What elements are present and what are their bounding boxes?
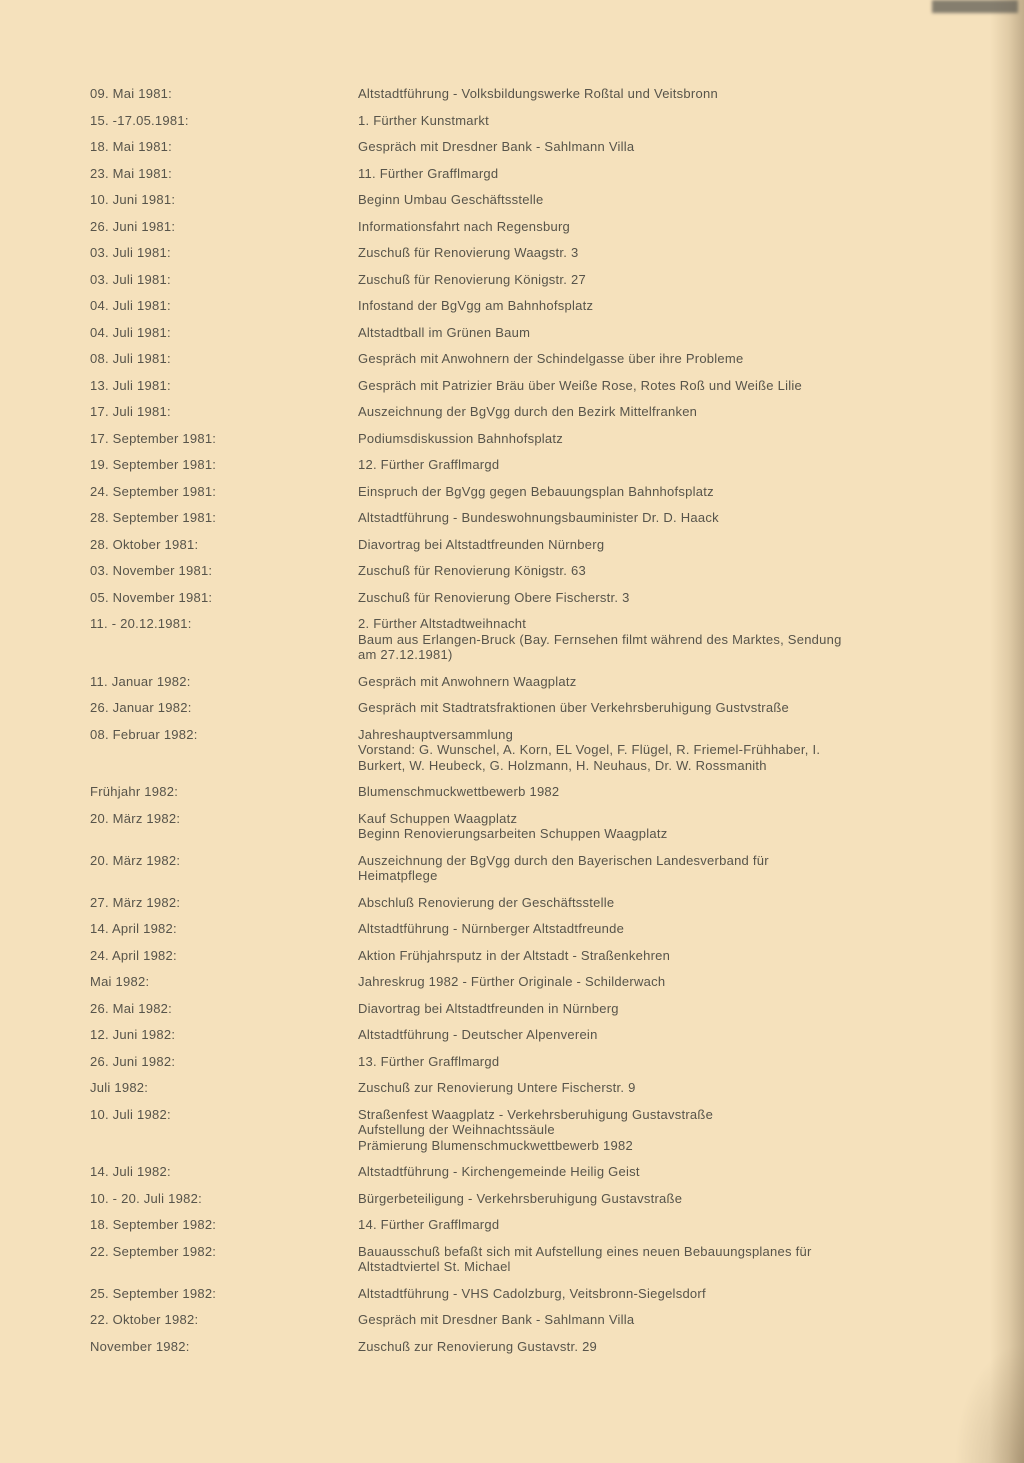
timeline-entry: [90, 219, 904, 235]
timeline-entry: [90, 784, 904, 800]
timeline-entry: [90, 1286, 904, 1302]
entry-line: Aufstellung der Weihnachtssäule: [358, 1122, 555, 1137]
timeline-entry: [90, 1107, 904, 1154]
entry-line: Zuschuß für Renovierung Obere Fischerstr. 3: [358, 589, 630, 605]
entry-date: 10. Juli 1982:: [90, 1106, 171, 1122]
entry-text: [358, 1286, 882, 1302]
entry-date: 14. Juli 1982:: [90, 1164, 171, 1179]
timeline-entry: [90, 590, 904, 606]
entry-text: [358, 298, 882, 314]
timeline-entry: [90, 1054, 904, 1070]
entry-line: Auszeichnung der BgVgg durch den Bayerischen Landesverband für: [358, 852, 769, 868]
entry-date: 14. April 1982:: [90, 921, 177, 936]
entry-text: [358, 727, 882, 774]
entry-date: 08. Februar 1982:: [90, 726, 198, 742]
entry-text: [358, 192, 882, 208]
entry-line: Jahreshauptversammlung: [358, 726, 514, 742]
entry-line: Zuschuß zur Renovierung Gustavstr. 29: [358, 1338, 598, 1354]
timeline-entry: [90, 431, 904, 447]
entry-text: [358, 510, 882, 526]
entry-line: 13. Fürther Grafflmargd: [358, 1053, 500, 1069]
entry-line: Prämierung Blumenschmuckwettbewerb 1982: [358, 1137, 633, 1153]
entry-line: Gespräch mit Patrizier Bräu über Weiße Rose, Rotes Roß und Weiße Lilie: [358, 377, 803, 393]
entry-text: [358, 1312, 882, 1328]
entry-date: 17. September 1981:: [90, 430, 217, 446]
entry-date: 20. März 1982:: [90, 852, 181, 868]
timeline-entry: [90, 510, 904, 526]
entry-date: 12. Juni 1982:: [90, 1027, 176, 1042]
timeline-entry: [90, 484, 904, 500]
timeline-entry: [90, 86, 904, 102]
entry-date: 10. Juni 1981:: [90, 192, 176, 207]
entry-text: [358, 457, 882, 473]
entry-date: 15. -17.05.1981:: [90, 112, 189, 128]
entry-line: Kauf Schuppen Waagplatz: [358, 810, 518, 826]
entry-text: [358, 811, 882, 842]
entry-line: Vorstand: G. Wunschel, A. Korn, EL Vogel, F. Flügel, R. Friemel-Frühhaber, I.: [358, 742, 821, 757]
entry-date: 13. Juli 1981:: [90, 377, 171, 393]
entry-line: Gespräch mit Anwohnern der Schindelgasse über ihre Probleme: [358, 351, 744, 366]
entry-line: Straßenfest Waagplatz - Verkehrsberuhigung Gustavstraße: [358, 1106, 714, 1122]
entry-text: [358, 895, 882, 911]
entry-date: 24. April 1982:: [90, 947, 177, 963]
entry-text: [358, 537, 882, 553]
entry-date: 19. September 1981:: [90, 457, 217, 472]
timeline-entry: [90, 457, 904, 473]
entry-date: Juli 1982:: [90, 1080, 149, 1095]
entry-line: Podiumsdiskussion Bahnhofsplatz: [358, 430, 564, 446]
timeline-entry: [90, 537, 904, 553]
entry-text: [358, 853, 882, 884]
entry-text: [358, 378, 882, 394]
timeline-entry: [90, 378, 904, 394]
entry-date: 26. Mai 1982:: [90, 1000, 173, 1016]
entry-line: 2. Fürther Altstadtweihnacht: [358, 616, 527, 631]
entry-line: Jahreskrug 1982 - Fürther Originale - Schilderwach: [358, 974, 666, 989]
entry-date: 08. Juli 1981:: [90, 351, 171, 366]
entry-date: 04. Juli 1981:: [90, 324, 171, 340]
entry-line: Altstadtführung - Deutscher Alpenverein: [358, 1027, 598, 1042]
entry-date: 22. Oktober 1982:: [90, 1312, 199, 1327]
entry-text: [358, 404, 882, 420]
entry-line: Informationsfahrt nach Regensburg: [358, 218, 571, 234]
timeline-entry: [90, 139, 904, 155]
entry-text: [358, 1001, 882, 1017]
timeline-entry: [90, 1027, 904, 1043]
entry-line: Beginn Renovierungsarbeiten Schuppen Waagplatz: [358, 826, 668, 841]
entry-line: Infostand der BgVgg am Bahnhofsplatz: [358, 298, 594, 313]
entry-text: [358, 1217, 882, 1233]
entry-date: 11. Januar 1982:: [90, 673, 191, 689]
entry-line: Altstadtführung - Volksbildungswerke Roßtal und Veitsbronn: [358, 86, 718, 101]
entry-date: 05. November 1981:: [90, 589, 213, 605]
entry-date: 18. Mai 1981:: [90, 139, 173, 154]
timeline-entry: [90, 811, 904, 842]
entry-line: Bürgerbeteiligung - Verkehrsberuhigung Gustavstraße: [358, 1190, 683, 1206]
timeline-entry: [90, 1080, 904, 1096]
entry-text: [358, 484, 882, 500]
entry-line: Einspruch der BgVgg gegen Bebauungsplan Bahnhofsplatz: [358, 483, 714, 499]
timeline-entry: [90, 113, 904, 129]
entry-line: am 27.12.1981): [358, 647, 453, 662]
timeline-entry: [90, 272, 904, 288]
entry-date: 28. Oktober 1981:: [90, 536, 199, 552]
entry-date: 18. September 1982:: [90, 1217, 217, 1232]
entry-date: 26. Januar 1982:: [90, 700, 192, 715]
entry-date: 27. März 1982:: [90, 894, 181, 910]
timeline-entry: [90, 1217, 904, 1233]
entry-text: [358, 113, 882, 129]
entry-text: [358, 86, 882, 102]
entry-text: [358, 590, 882, 606]
entry-text: [358, 139, 882, 155]
timeline-entry: [90, 700, 904, 716]
timeline-entry: [90, 298, 904, 314]
entry-date: 10. - 20. Juli 1982:: [90, 1190, 202, 1206]
entry-line: Heimatpflege: [358, 868, 438, 883]
entry-date: 24. September 1981:: [90, 483, 217, 499]
entry-text: [358, 166, 882, 182]
entry-text: [358, 1080, 882, 1096]
entry-line: Aktion Frühjahrsputz in der Altstadt - Straßenkehren: [358, 947, 671, 963]
entry-text: [358, 563, 882, 579]
timeline-entry: [90, 404, 904, 420]
entry-text: [358, 219, 882, 235]
timeline-entry: [90, 245, 904, 261]
entry-line: Zuschuß zur Renovierung Untere Fischerstr. 9: [358, 1080, 636, 1095]
entry-text: [358, 1191, 882, 1207]
entry-line: Altstadtviertel St. Michael: [358, 1259, 511, 1274]
entry-line: Burkert, W. Heubeck, G. Holzmann, H. Neuhaus, Dr. W. Rossmanith: [358, 757, 767, 773]
entry-line: 1. Fürther Kunstmarkt: [358, 112, 489, 128]
entry-text: [358, 1027, 882, 1043]
entry-date: 03. Juli 1981:: [90, 245, 171, 260]
timeline-entry: [90, 616, 904, 663]
entry-line: 12. Fürther Grafflmargd: [358, 457, 500, 472]
entry-line: Altstadtführung - VHS Cadolzburg, Veitsbronn-Siegelsdorf: [358, 1285, 706, 1301]
timeline-entry: [90, 921, 904, 937]
entry-text: [358, 245, 882, 261]
entry-text: [358, 1339, 882, 1355]
entry-line: Zuschuß für Renovierung Königstr. 27: [358, 271, 586, 287]
entry-line: Blumenschmuckwettbewerb 1982: [358, 784, 560, 799]
entry-date: November 1982:: [90, 1338, 190, 1354]
entry-line: Gespräch mit Dresdner Bank - Sahlmann Villa: [358, 1312, 635, 1327]
entry-line: Beginn Umbau Geschäftsstelle: [358, 192, 544, 207]
entry-date: 04. Juli 1981:: [90, 298, 171, 313]
timeline-entry: [90, 1164, 904, 1180]
timeline-entry: [90, 1312, 904, 1328]
timeline-entry: [90, 1191, 904, 1207]
timeline-entry: [90, 674, 904, 690]
timeline-entry: [90, 974, 904, 990]
timeline-entry: [90, 351, 904, 367]
timeline-entry: [90, 727, 904, 774]
entry-text: [358, 431, 882, 447]
entry-text: [358, 674, 882, 690]
timeline-entry: [90, 853, 904, 884]
entry-date: 26. Juni 1982:: [90, 1053, 176, 1069]
entry-line: Gespräch mit Dresdner Bank - Sahlmann Villa: [358, 139, 635, 154]
entry-date: 03. November 1981:: [90, 563, 213, 578]
timeline-entry: [90, 166, 904, 182]
timeline-entry: [90, 325, 904, 341]
entry-line: Diavortrag bei Altstadtfreunden Nürnberg: [358, 536, 605, 552]
entry-line: Gespräch mit Stadtratsfraktionen über Verkehrsberuhigung Gustvstraße: [358, 700, 790, 715]
entry-text: [358, 616, 882, 663]
entry-date: 23. Mai 1981:: [90, 165, 173, 181]
entry-line: Abschluß Renovierung der Geschäftsstelle: [358, 894, 615, 910]
entry-text: [358, 1054, 882, 1070]
entry-line: Diavortrag bei Altstadtfreunden in Nürnberg: [358, 1000, 619, 1016]
timeline-entry: [90, 948, 904, 964]
entry-date: 09. Mai 1981:: [90, 86, 173, 101]
entry-text: [358, 325, 882, 341]
entry-text: [358, 974, 882, 990]
entry-line: Zuschuß für Renovierung Waagstr. 3: [358, 245, 579, 260]
entry-date: 25. September 1982:: [90, 1285, 217, 1301]
entry-line: Bauausschuß befaßt sich mit Aufstellung eines neuen Bebauungsplanes für: [358, 1243, 812, 1259]
entry-date: 03. Juli 1981:: [90, 271, 171, 287]
entry-text: [358, 272, 882, 288]
timeline-entry: [90, 1339, 904, 1355]
entry-date: 28. September 1981:: [90, 510, 217, 525]
entry-line: Gespräch mit Anwohnern Waagplatz: [358, 673, 577, 689]
entry-text: [358, 1244, 882, 1275]
entry-text: [358, 351, 882, 367]
entry-line: Altstadtball im Grünen Baum: [358, 324, 531, 340]
entry-line: Auszeichnung der BgVgg durch den Bezirk Mittelfranken: [358, 404, 698, 419]
entry-text: [358, 784, 882, 800]
entry-line: 11. Fürther Grafflmargd: [358, 165, 499, 181]
timeline-entry: [90, 192, 904, 208]
entry-text: [358, 1164, 882, 1180]
timeline-entry: [90, 1001, 904, 1017]
timeline: [90, 86, 904, 1354]
entry-line: Altstadtführung - Bundeswohnungsbauminister Dr. D. Haack: [358, 510, 719, 525]
entry-text: [358, 700, 882, 716]
timeline-entry: [90, 563, 904, 579]
entry-date: Mai 1982:: [90, 974, 150, 989]
entry-text: [358, 948, 882, 964]
entry-date: 20. März 1982:: [90, 810, 181, 826]
entry-line: Altstadtführung - Kirchengemeinde Heilig Geist: [358, 1164, 640, 1179]
entry-line: 14. Fürther Grafflmargd: [358, 1217, 500, 1232]
entry-line: Zuschuß für Renovierung Königstr. 63: [358, 563, 586, 578]
entry-date: 11. - 20.12.1981:: [90, 616, 192, 631]
timeline-entry: [90, 895, 904, 911]
entry-text: [358, 921, 882, 937]
entry-date: Frühjahr 1982:: [90, 784, 179, 799]
entry-line: Altstadtführung - Nürnberger Altstadtfreunde: [358, 921, 625, 936]
entry-date: 26. Juni 1981:: [90, 218, 176, 234]
timeline-entry: [90, 1244, 904, 1275]
entry-date: 22. September 1982:: [90, 1243, 217, 1259]
entry-text: [358, 1107, 882, 1154]
entry-date: 17. Juli 1981:: [90, 404, 171, 419]
entry-line: Baum aus Erlangen-Bruck (Bay. Fernsehen filmt während des Marktes, Sendung: [358, 631, 842, 647]
